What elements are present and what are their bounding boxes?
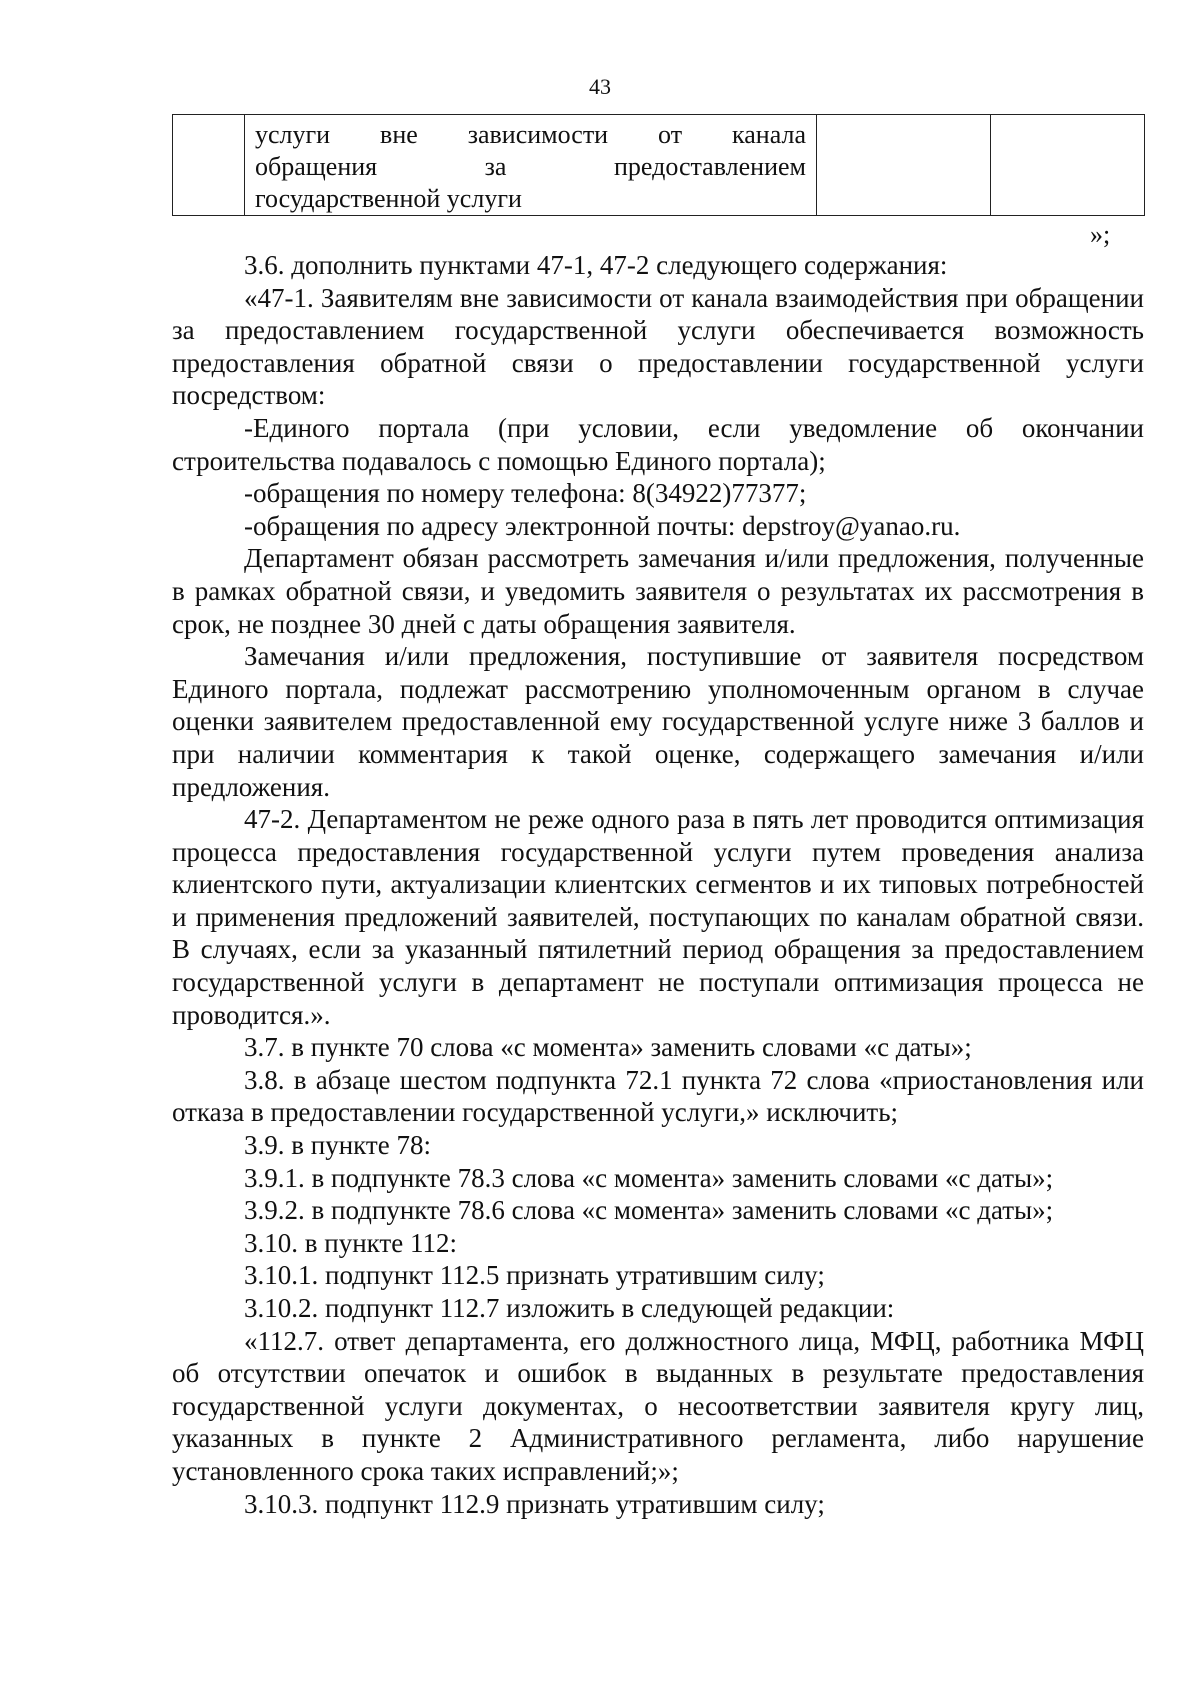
paragraph: 3.8. в абзаце шестом подпункта 72.1 пункта 72 слова «приостановления или отказа в предоставлении государственной услуги,» исключить; <box>172 1064 1144 1128</box>
paragraph: -обращения по адресу электронной почты: depstroy@yanao.ru. <box>244 510 961 541</box>
table-cell-empty <box>991 115 1145 216</box>
table-cell-line: услуги вне зависимости от канала <box>255 120 806 149</box>
paragraph: Замечания и/или предложения, поступившие от заявителя посредством Единого портала, подлежат рассмотрению уполномоченным органом в случае оценки заявителем предоставленной ему государственной услуге ниже 3 баллов и при наличии комментария к такой оценке, содержащего замечания и/или предложения. <box>172 641 1144 802</box>
paragraph: «112.7. ответ департамента, его должностного лица, МФЦ, работника МФЦ об отсутствии опечаток и ошибок в выданных в результате предоставления государственной услуги документах, о несоответствии заявителя кругу лиц, указанных в пункте 2 Административного регламента, либо нарушение установленного срока таких исправлений;»; <box>172 1325 1144 1486</box>
table-cell-line: государственной услуги <box>255 184 522 213</box>
paragraph: -Единого портала (при условии, если уведомление об окончании строительства подавалось с помощью Единого портала); <box>172 412 1144 476</box>
paragraph: 3.10.3. подпункт 112.9 признать утратившим силу; <box>244 1488 825 1519</box>
paragraph: 3.9.1. в подпункте 78.3 слова «с момента» заменить словами «с даты»; <box>244 1162 1054 1193</box>
table-cell-line: обращения за предоставлением <box>255 152 806 181</box>
paragraph: 3.10.1. подпункт 112.5 признать утратившим силу; <box>244 1260 825 1291</box>
paragraph: Департамент обязан рассмотреть замечания и/или предложения, полученные в рамках обратной связи, и уведомить заявителя о результатах их рассмотрения в срок, не позднее 30 дней с даты обращения заявителя. <box>172 543 1144 639</box>
continuation-table <box>172 114 1145 216</box>
paragraph: 3.10.2. подпункт 112.7 изложить в следующей редакции: <box>244 1293 895 1323</box>
paragraph: 3.10. в пункте 112: <box>244 1227 457 1258</box>
paragraph: -обращения по номеру телефона: 8(34922)77377; <box>244 478 807 509</box>
table-row <box>173 115 1145 216</box>
closing-quote: »; <box>1090 220 1111 249</box>
page-number: 43 <box>589 74 611 99</box>
table-cell-description <box>245 115 817 216</box>
paragraph: «47-1. Заявителям вне зависимости от канала взаимодействия при обращении за предоставлением государственной услуги обеспечивается возможность предоставления обратной связи о предоставлении государственной услуги посредством: <box>172 282 1144 411</box>
paragraph: 3.7. в пункте 70 слова «с момента» заменить словами «с даты»; <box>244 1032 972 1063</box>
table-cell-empty <box>817 115 991 216</box>
paragraph: 3.9.2. в подпункте 78.6 слова «с момента» заменить словами «с даты»; <box>244 1195 1054 1226</box>
paragraph: 3.6. дополнить пунктами 47-1, 47-2 следующего содержания: <box>244 250 948 280</box>
paragraph: 3.9. в пункте 78: <box>244 1130 431 1161</box>
table-cell-number <box>173 115 245 216</box>
document-body <box>172 249 1144 1520</box>
paragraph: 47-2. Департаментом не реже одного раза в пять лет проводится оптимизация процесса предоставления государственной услуги путем проведения анализа клиентского пути, актуализации клиентских сегментов и их типовых потребностей и применения предложений заявителей, поступающих по каналам обратной связи. В случаях, если за указанный пятилетний период обращения за предоставлением государственной услуги в департамент не поступали оптимизация процесса не проводится.». <box>172 804 1144 1030</box>
